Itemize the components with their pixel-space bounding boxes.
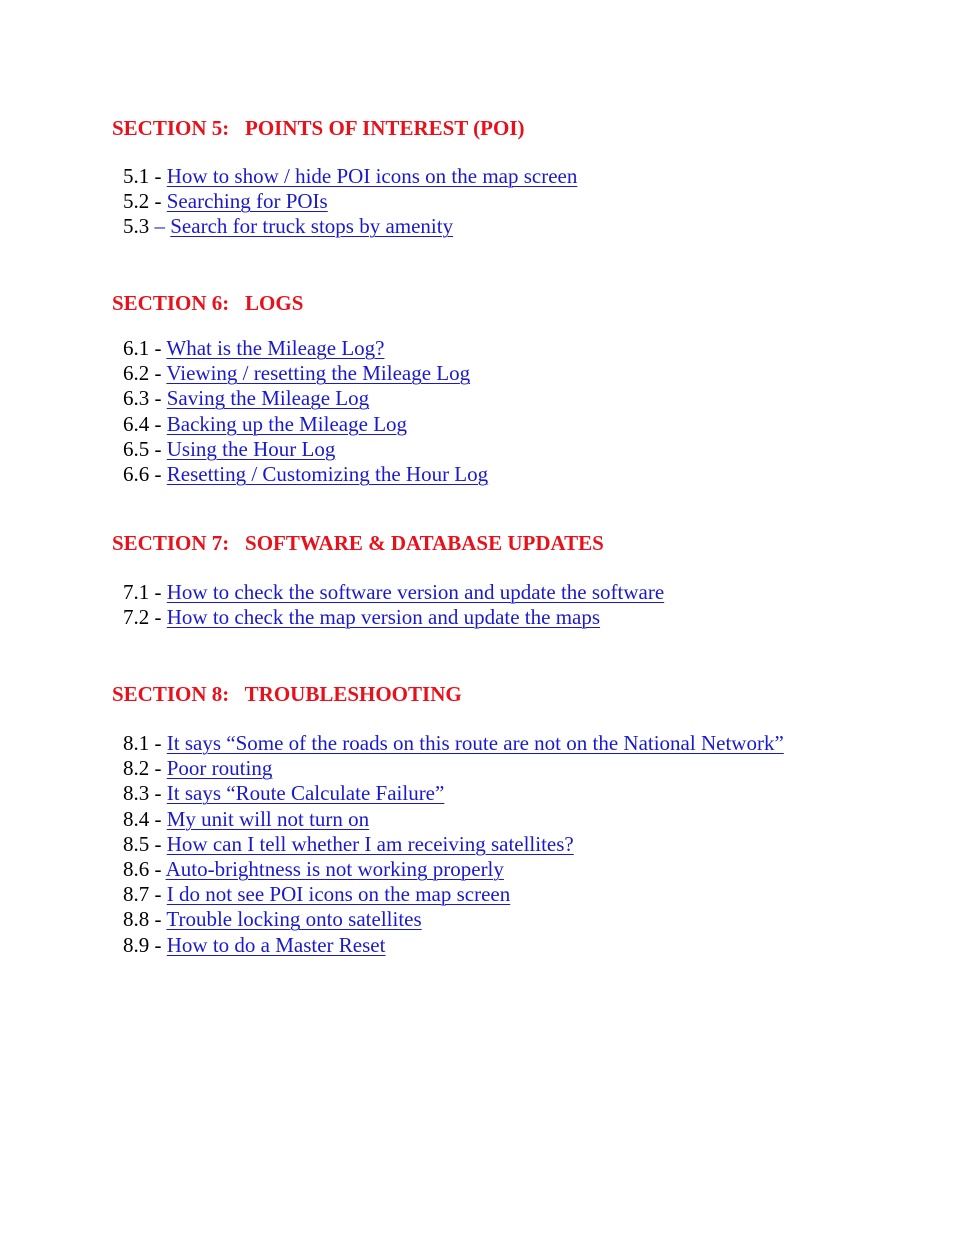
- item-separator: -: [149, 336, 167, 360]
- section-item-list: [123, 336, 488, 487]
- item-number: 8.1: [123, 731, 150, 755]
- item-separator: -: [149, 831, 167, 856]
- item-separator: -: [149, 436, 167, 461]
- item-number: 5.2: [123, 189, 150, 214]
- list-item: [123, 164, 577, 189]
- toc-link[interactable]: Searching for POIs: [166, 189, 328, 214]
- list-item: [123, 412, 488, 437]
- toc-link[interactable]: Saving the Mileage Log: [166, 386, 370, 411]
- toc-link[interactable]: It says “Some of the roads on this route are not on the National Network”: [166, 731, 784, 755]
- item-separator: -: [149, 882, 167, 907]
- item-number: 8.6: [123, 856, 150, 881]
- list-item: [123, 857, 784, 882]
- list-item: [123, 907, 784, 932]
- list-item: [123, 189, 577, 214]
- toc-link[interactable]: My unit will not turn on: [166, 806, 370, 831]
- toc-link[interactable]: It says “Route Calculate Failure”: [166, 781, 445, 806]
- item-separator: -: [149, 386, 167, 411]
- toc-link[interactable]: Auto-brightness is not working properly: [165, 856, 504, 881]
- section-item-list: [123, 731, 784, 958]
- section-item-list: [123, 164, 577, 240]
- list-item: [123, 437, 488, 462]
- item-number: 6.6: [123, 461, 150, 486]
- toc-link[interactable]: How can I tell whether I am receiving satellites?: [166, 831, 574, 856]
- item-separator: -: [149, 932, 167, 957]
- toc-link[interactable]: Viewing / resetting the Mileage Log: [166, 361, 471, 386]
- item-number: 8.5: [123, 831, 150, 856]
- item-separator: -: [149, 189, 167, 214]
- list-item: [123, 214, 577, 239]
- item-number: 7.1: [123, 580, 150, 604]
- toc-link[interactable]: Using the Hour Log: [166, 436, 336, 461]
- item-separator: -: [149, 411, 167, 436]
- item-number: 8.2: [123, 756, 150, 781]
- item-separator: -: [149, 361, 167, 386]
- toc-link[interactable]: Poor routing: [166, 756, 273, 781]
- item-number: 6.4: [123, 411, 150, 436]
- toc-link[interactable]: I do not see POI icons on the map screen: [166, 882, 511, 907]
- section-item-list: [123, 580, 664, 630]
- item-number: 8.9: [123, 932, 150, 957]
- list-item: [123, 882, 784, 907]
- toc-link[interactable]: How to do a Master Reset: [166, 932, 386, 957]
- list-item: [123, 462, 488, 487]
- item-number: 6.2: [123, 361, 150, 386]
- item-number: 8.7: [123, 882, 150, 907]
- item-separator: -: [149, 461, 167, 486]
- list-item: [123, 605, 664, 630]
- list-item: [123, 781, 784, 806]
- list-item: [123, 361, 488, 386]
- item-separator: -: [149, 580, 167, 604]
- item-separator: -: [149, 605, 167, 630]
- toc-link[interactable]: Backing up the Mileage Log: [166, 411, 408, 436]
- list-item: [123, 933, 784, 958]
- item-number: 6.5: [123, 436, 150, 461]
- item-separator: -: [149, 756, 167, 781]
- item-separator: -: [149, 781, 167, 806]
- item-number: 5.1: [123, 164, 150, 188]
- item-separator: -: [149, 731, 167, 755]
- toc-link[interactable]: What is the Mileage Log?: [166, 336, 385, 360]
- toc-link[interactable]: Trouble locking onto satellites: [166, 907, 422, 932]
- item-number: 8.3: [123, 781, 150, 806]
- section-heading: SECTION 8: TROUBLESHOOTING: [112, 682, 462, 706]
- item-number: 7.2: [123, 605, 150, 630]
- toc-link[interactable]: How to check the map version and update the maps: [166, 605, 601, 630]
- item-number: 8.4: [123, 806, 150, 831]
- list-item: [123, 756, 784, 781]
- item-number: 8.8: [123, 907, 150, 932]
- list-item: [123, 386, 488, 411]
- toc-link[interactable]: Search for truck stops by amenity: [170, 214, 454, 239]
- item-separator: -: [149, 907, 167, 932]
- list-item: [123, 336, 488, 361]
- toc-link[interactable]: Resetting / Customizing the Hour Log: [166, 461, 489, 486]
- item-separator: -: [149, 856, 166, 881]
- item-number: 5.3: [123, 214, 150, 239]
- list-item: [123, 832, 784, 857]
- toc-link[interactable]: How to check the software version and update the software: [166, 580, 665, 604]
- item-separator: -: [149, 806, 167, 831]
- item-separator: –: [149, 214, 171, 239]
- list-item: [123, 731, 784, 756]
- section-heading: SECTION 7: SOFTWARE & DATABASE UPDATES: [112, 531, 604, 555]
- toc-link[interactable]: How to show / hide POI icons on the map screen: [166, 164, 578, 188]
- item-separator: -: [149, 164, 167, 188]
- section-heading: SECTION 5: POINTS OF INTEREST (POI): [112, 116, 525, 140]
- list-item: [123, 580, 664, 605]
- list-item: [123, 807, 784, 832]
- section-heading: SECTION 6: LOGS: [112, 291, 304, 315]
- item-number: 6.1: [123, 336, 150, 360]
- item-number: 6.3: [123, 386, 150, 411]
